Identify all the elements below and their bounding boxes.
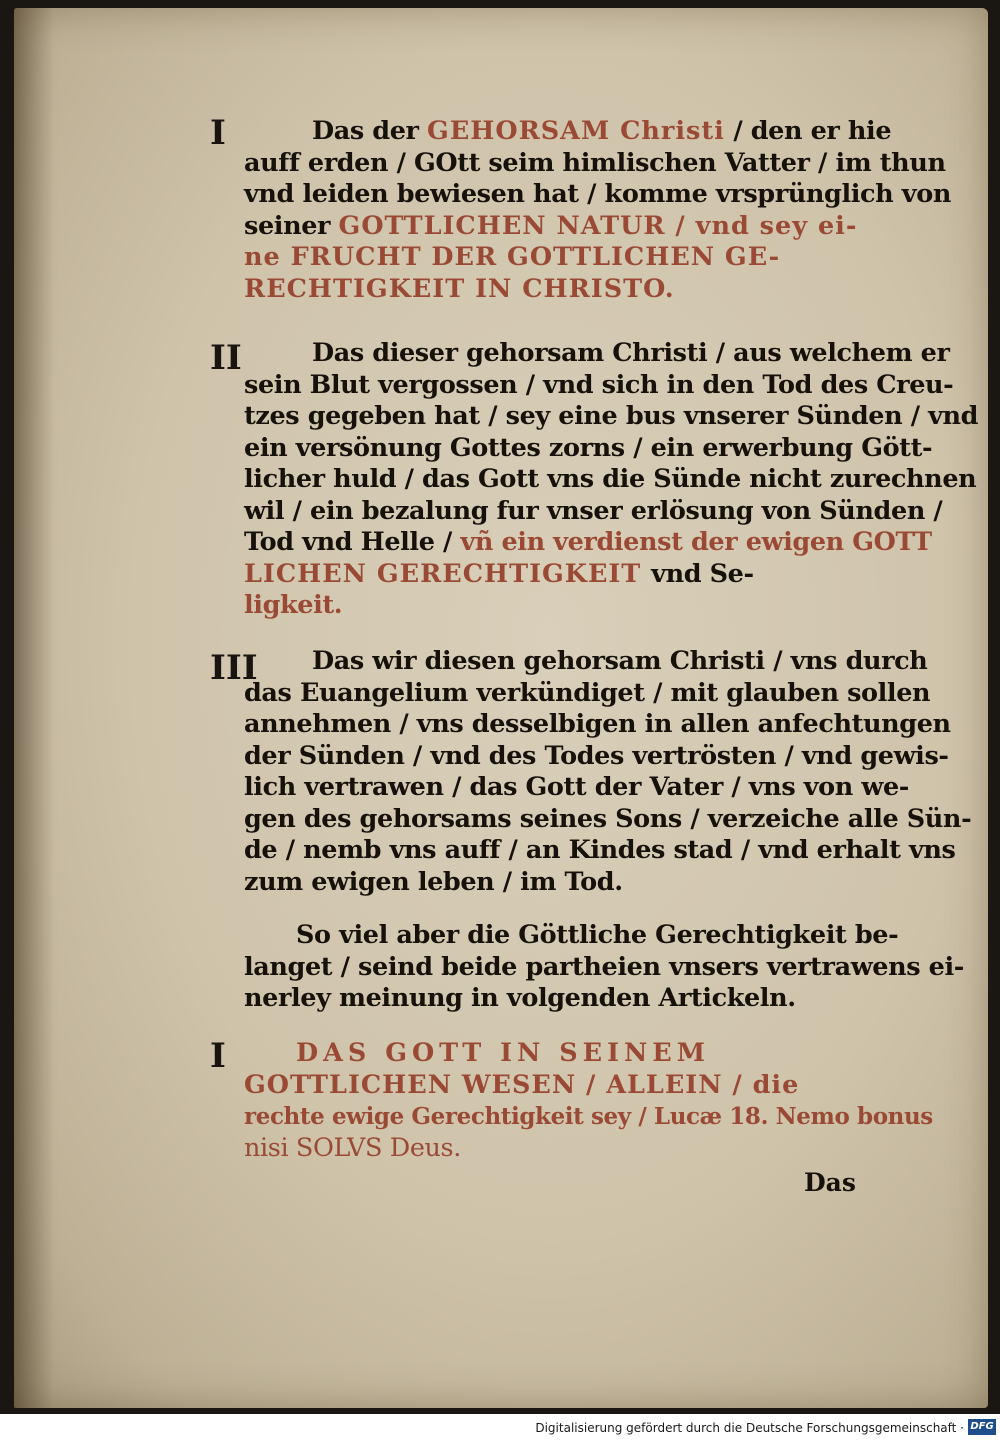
text-line xyxy=(244,527,932,559)
text-span: langet / seind beide partheien vnsers vertrawens ei- xyxy=(244,951,964,982)
text-line xyxy=(244,274,884,306)
rubric-span: DAS GOTT IN SEINEM xyxy=(296,1038,710,1068)
text-line xyxy=(244,242,884,274)
text-line xyxy=(244,1070,884,1102)
text-line xyxy=(244,432,933,465)
text-span: de / nemb vns auff / an Kindes stad / vnd erhalt vns xyxy=(244,835,956,865)
catchword: Das xyxy=(804,1168,856,1197)
text-span: ein versönung Gottes zorns / ein erwerbung Gött- xyxy=(244,432,933,463)
rubric-span: RECHTIGKEIT IN CHRISTO. xyxy=(244,273,675,304)
text-line xyxy=(244,677,931,710)
rubric-span: GOTTLICHEN WESEN / ALLEIN / die xyxy=(244,1069,800,1100)
text-span: So viel aber die Göttliche Gerechtigkeit be- xyxy=(296,920,899,950)
text-line xyxy=(244,464,977,496)
text-line xyxy=(244,867,884,899)
book-page xyxy=(14,8,988,1408)
text-line xyxy=(244,646,928,678)
section-numeral-4: I xyxy=(210,1036,226,1076)
section-3 xyxy=(244,646,972,898)
text-line xyxy=(244,835,956,867)
text-line xyxy=(244,401,979,433)
text-line xyxy=(244,983,884,1015)
text-span: der Sünden / vnd des Todes vertrösten / vnd gewis- xyxy=(244,740,949,771)
rubric-span: GOTTLICHEN NATUR / vnd sey ei- xyxy=(338,210,858,241)
text-line xyxy=(244,1101,933,1133)
text-span: das Euangelium verkündiget / mit glauben sollen xyxy=(244,677,931,708)
rubric-span: ligkeit. xyxy=(244,590,343,620)
text-span: Das wir diesen gehorsam Christi / vns durch xyxy=(312,646,928,676)
text-span: sein Blut vergossen / vnd sich in den Tod des Creu- xyxy=(244,369,954,400)
text-line xyxy=(244,559,884,591)
text-line xyxy=(244,338,950,370)
text-span: zum ewigen leben / im Tod. xyxy=(244,866,623,897)
rubric-span: vñ ein verdienst der ewigen GOTT xyxy=(460,527,932,557)
rubric-span: GEHORSAM Christi xyxy=(427,116,725,146)
dfg-logo-icon[interactable]: DFG xyxy=(968,1419,996,1435)
section-4 xyxy=(244,1038,933,1164)
text-line xyxy=(244,369,954,402)
section-1 xyxy=(244,116,951,305)
text-line xyxy=(244,211,884,243)
text-span: Das dieser gehorsam Christi / aus welchem er xyxy=(312,338,950,368)
text-line xyxy=(244,709,951,741)
rubric-span: rechte ewige Gerechtigkeit sey / Lucæ 18. Nemo bonus xyxy=(244,1103,933,1130)
text-line xyxy=(244,116,892,148)
text-span: tzes gegeben hat / sey eine bus vnserer Sünden / vnd xyxy=(244,401,979,431)
text-span: nerley meinung in volgenden Artickeln. xyxy=(244,983,796,1013)
text-line xyxy=(244,951,964,984)
section-numeral-1: I xyxy=(210,113,226,153)
rubric-span: LICHEN GERECHTIGKEIT xyxy=(244,558,652,589)
text-span: Tod vnd Helle / xyxy=(244,527,461,557)
text-line xyxy=(244,920,899,952)
text-line xyxy=(244,1038,884,1070)
text-line xyxy=(244,740,949,773)
text-span: wil / ein bezalung fur vnser erlösung von Sünden / xyxy=(244,495,943,526)
rubric-span: ne FRUCHT DER GOTTLICHEN GE- xyxy=(244,242,781,272)
text-line xyxy=(244,590,884,622)
text-line xyxy=(244,1133,884,1165)
text-span: vnd Se- xyxy=(651,558,754,589)
rubric-span: nisi SOLVS Deus. xyxy=(244,1132,461,1163)
text-span: vnd leiden bewiesen hat / komme vrsprünglich von xyxy=(244,179,951,209)
text-span: annehmen / vns desselbigen in allen anfechtungen xyxy=(244,709,951,739)
funding-notice: Digitalisierung gefördert durch die Deutsche Forschungsgemeinschaft · xyxy=(535,1421,964,1435)
text-span: lich vertrawen / das Gott der Vater / vns von we- xyxy=(244,772,909,802)
text-span: / den er hie xyxy=(724,116,892,146)
text-span: gen des gehorsams seines Sons / verzeiche alle Sün- xyxy=(244,803,972,834)
transition-paragraph xyxy=(244,920,964,1015)
section-numeral-2: II xyxy=(210,338,242,378)
text-line xyxy=(244,495,943,528)
footer-bar xyxy=(0,1414,1000,1442)
text-line xyxy=(244,147,946,180)
text-line xyxy=(244,803,972,836)
text-span: seiner xyxy=(244,210,339,241)
text-span: auff erden / GOtt seim himlischen Vatter / im thun xyxy=(244,147,946,178)
text-span: licher huld / das Gott vns die Sünde nicht zurechnen xyxy=(244,464,977,494)
section-numeral-3: III xyxy=(210,648,258,688)
text-line xyxy=(244,179,951,211)
section-2 xyxy=(244,338,979,622)
text-span: Das der xyxy=(312,116,428,146)
text-line xyxy=(244,772,909,804)
